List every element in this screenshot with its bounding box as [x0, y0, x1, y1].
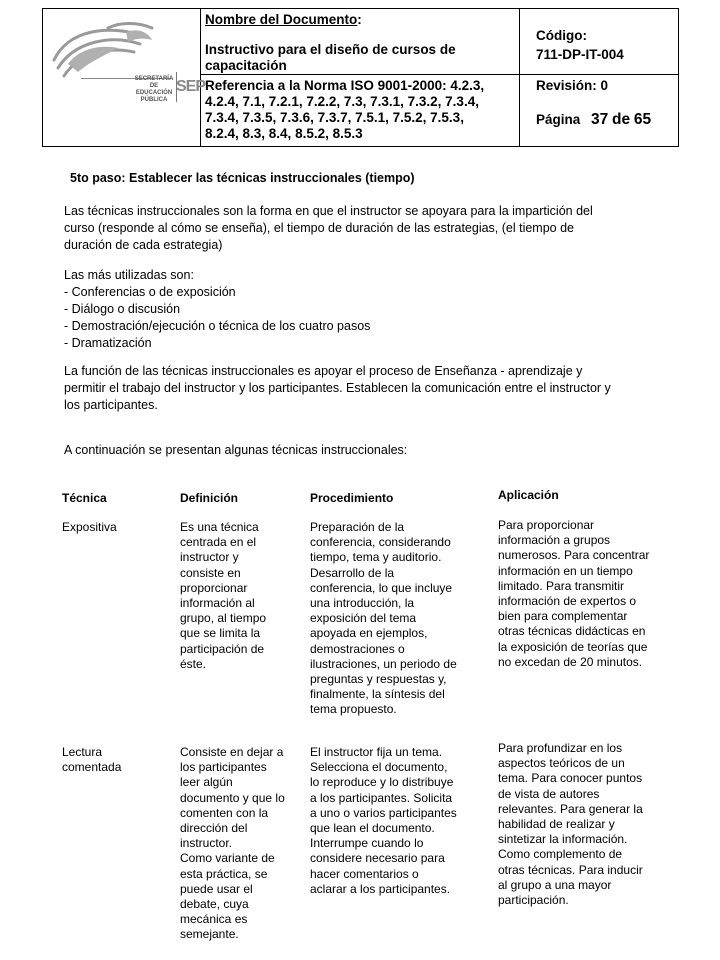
cell-line: participación. — [498, 893, 569, 908]
header-border-left — [42, 8, 43, 147]
cell-application — [498, 518, 663, 670]
cell-line: una introducción, la — [310, 596, 415, 611]
eagle-emblem-icon — [48, 20, 196, 120]
header-application: Aplicación — [498, 488, 559, 502]
cell-line: puede usar el — [180, 881, 253, 896]
cell-procedure — [310, 520, 473, 718]
cell-line: sintetizar la información. — [498, 832, 628, 847]
doc-title-line: capacitación — [205, 58, 287, 73]
function-line: los participantes. — [64, 398, 158, 412]
cell-technique — [62, 520, 167, 535]
list-item: - Dramatización — [64, 336, 152, 350]
cell-line: información al — [180, 596, 255, 611]
cell-line: centrada en el — [180, 535, 257, 550]
cell-line: otras técnicas. Para inducir — [498, 862, 643, 877]
cell-line: lo reproduce y lo distribuye — [310, 775, 454, 790]
cell-definition — [180, 520, 298, 672]
revision: Revisión: 0 — [536, 78, 609, 93]
cell-line: instructor y — [180, 550, 239, 565]
doc-title-line: Instructivo para el diseño de cursos de — [205, 42, 456, 57]
cell-line: a uno o varios participantes — [310, 805, 457, 820]
list-item: - Conferencias o de exposición — [64, 285, 236, 299]
cell-application — [498, 741, 663, 908]
page-of: de — [612, 111, 631, 128]
cell-line: Consiste en dejar a — [180, 745, 284, 759]
most-used-heading: Las más utilizadas son: — [64, 268, 194, 282]
doc-name-label-text: Nombre del Documento — [205, 12, 358, 27]
cell-line: debate, cuya — [180, 897, 249, 912]
iso-reference-line: 4.2.4, 7.1, 7.2.1, 7.2.2, 7.3, 7.3.1, 7.3.2, 7.3.4, — [205, 94, 479, 109]
header-definition: Definición — [180, 491, 239, 505]
code-value: 711-DP-IT-004 — [536, 47, 624, 62]
cell-line: habilidad de realizar y — [498, 817, 615, 832]
cell-line: Interrumpe cuando lo — [310, 836, 424, 851]
cell-line: al grupo a una mayor — [498, 877, 612, 892]
cell-line: tiempo, tema y auditorio. — [310, 550, 442, 565]
cell-line: demostraciones o — [310, 641, 405, 656]
cell-line: bien para complementar — [498, 609, 628, 624]
cell-line: semejante. — [180, 927, 239, 942]
cell-line: mecánica es — [180, 912, 248, 927]
cell-line: instructor. — [180, 836, 233, 851]
intro-line: curso (responde al cómo se enseña), el tiempo de duración de las estrategias, (el tiempo de — [64, 221, 575, 235]
page-current: 37 — [591, 111, 609, 128]
code-label: Código: — [536, 28, 587, 43]
cell-line: dirección del — [180, 821, 248, 836]
following-text: A continuación se presentan algunas técnicas instruccionales: — [64, 443, 408, 457]
doc-title — [205, 42, 517, 74]
cell-line: que lean el documento. — [310, 821, 435, 836]
cell-line: de vista de autores — [498, 786, 600, 801]
list-item: - Demostración/ejecución o técnica de los cuatro pasos — [64, 319, 371, 333]
cell-line: los participantes — [180, 760, 267, 775]
page-number — [536, 111, 651, 129]
iso-reference-line: 8.2.4, 8.3, 8.4, 8.5.2, 8.5.3 — [205, 126, 363, 141]
cell-line: Preparación de la — [310, 520, 405, 534]
cell-line: comentada — [62, 760, 122, 775]
iso-reference — [205, 78, 517, 142]
cell-line: considere necesario para — [310, 851, 445, 866]
cell-line: aclarar a los participantes. — [310, 881, 451, 896]
header-border-bottom — [42, 146, 679, 147]
cell-procedure — [310, 745, 473, 897]
cell-line: no excedan de 20 minutos. — [498, 654, 643, 669]
iso-reference-line: Referencia a la Norma ISO 9001-2000: 4.2.3, — [205, 78, 485, 93]
cell-line: proporcionar — [180, 580, 248, 595]
step-title: 5to paso: Establecer las técnicas instruccionales (tiempo) — [70, 171, 415, 185]
cell-line: tema propuesto. — [310, 702, 397, 717]
cell-line: comenten con la — [180, 805, 269, 820]
cell-line: aspectos teóricos de un — [498, 756, 625, 771]
cell-line: El instructor fija un tema. — [310, 745, 443, 759]
cell-line: Para proporcionar — [498, 518, 595, 532]
header-procedure: Procedimiento — [310, 491, 394, 505]
most-used-list — [64, 267, 664, 352]
cell-line: leer algún — [180, 775, 233, 790]
cell-line: finalmente, la síntesis del — [310, 687, 445, 702]
cell-line: apoyada en ejemplos, — [310, 626, 428, 641]
function-line: permitir el trabajo del instructor y los participantes. Establecen la comunicación entre el instructor y — [64, 381, 611, 395]
cell-line: la exposición de teorías que — [498, 639, 648, 654]
cell-line: que se limita la — [180, 626, 261, 641]
cell-line: consiste en — [180, 565, 241, 580]
page-label: Página — [536, 112, 581, 127]
cell-line: a los participantes. Solicita — [310, 790, 453, 805]
cell-line: Expositiva — [62, 520, 117, 534]
logo-text: SECRETARÍA DE EDUCACIÓN PÚBLICA — [134, 76, 174, 103]
cell-line: esta práctica, se — [180, 866, 268, 881]
function-paragraph — [64, 363, 664, 414]
cell-line: éste. — [180, 656, 207, 671]
intro-paragraph — [64, 203, 664, 254]
cell-line: numerosos. Para concentrar — [498, 548, 650, 563]
intro-line: Las técnicas instruccionales son la forma en que el instructor se apoyara para la impartición del — [64, 204, 593, 218]
cell-line: ilustraciones, un periodo de — [310, 656, 457, 671]
cell-line: documento y que lo — [180, 790, 285, 805]
doc-name-label — [205, 12, 515, 28]
cell-line: grupo, al tiempo — [180, 611, 267, 626]
cell-line: información en un tiempo — [498, 563, 633, 578]
cell-line: preguntas y respuestas y, — [310, 672, 447, 687]
cell-line: Es una técnica — [180, 520, 259, 534]
intro-line: duración de cada estrategia) — [64, 238, 223, 252]
cell-definition — [180, 745, 298, 943]
page-total: 65 — [633, 111, 652, 128]
cell-line: Lectura — [62, 745, 103, 759]
function-line: La función de las técnicas instruccionales es apoyar el proceso de Enseñanza - aprendizaje y — [64, 364, 583, 378]
cell-line: Para profundizar en los — [498, 741, 623, 755]
cell-line: información de expertos o — [498, 594, 637, 609]
header-divider-meta — [519, 8, 520, 147]
cell-line: conferencia, lo que incluye — [310, 580, 453, 595]
sep-logo — [48, 20, 206, 120]
cell-line: relevantes. Para generar la — [498, 801, 643, 816]
header-technique: Técnica — [62, 491, 107, 505]
logo-abbr: SEP — [176, 78, 206, 95]
header-border-top — [42, 8, 679, 9]
cell-line: participación de — [180, 641, 265, 656]
cell-line: conferencia, considerando — [310, 535, 451, 550]
header-divider-row — [200, 74, 678, 75]
cell-line: Selecciona el documento, — [310, 760, 448, 775]
cell-line: otras técnicas didácticas en — [498, 624, 646, 639]
cell-line: exposición del tema — [310, 611, 417, 626]
cell-technique — [62, 745, 167, 775]
cell-line: limitado. Para transmitir — [498, 578, 625, 593]
cell-line: Desarrollo de la — [310, 565, 395, 580]
cell-line: hacer comentarios o — [310, 866, 419, 881]
doc-name-colon: : — [357, 12, 362, 27]
list-item: - Diálogo o discusión — [64, 302, 181, 316]
iso-reference-line: 7.3.4, 7.3.5, 7.3.6, 7.3.7, 7.5.1, 7.5.2, 7.5.3, — [205, 110, 464, 125]
cell-line: tema. Para conocer puntos — [498, 771, 643, 786]
cell-line: información a grupos — [498, 533, 611, 548]
header-border-right — [678, 8, 679, 147]
cell-line: Como complemento de — [498, 847, 623, 862]
cell-line: Como variante de — [180, 851, 275, 866]
